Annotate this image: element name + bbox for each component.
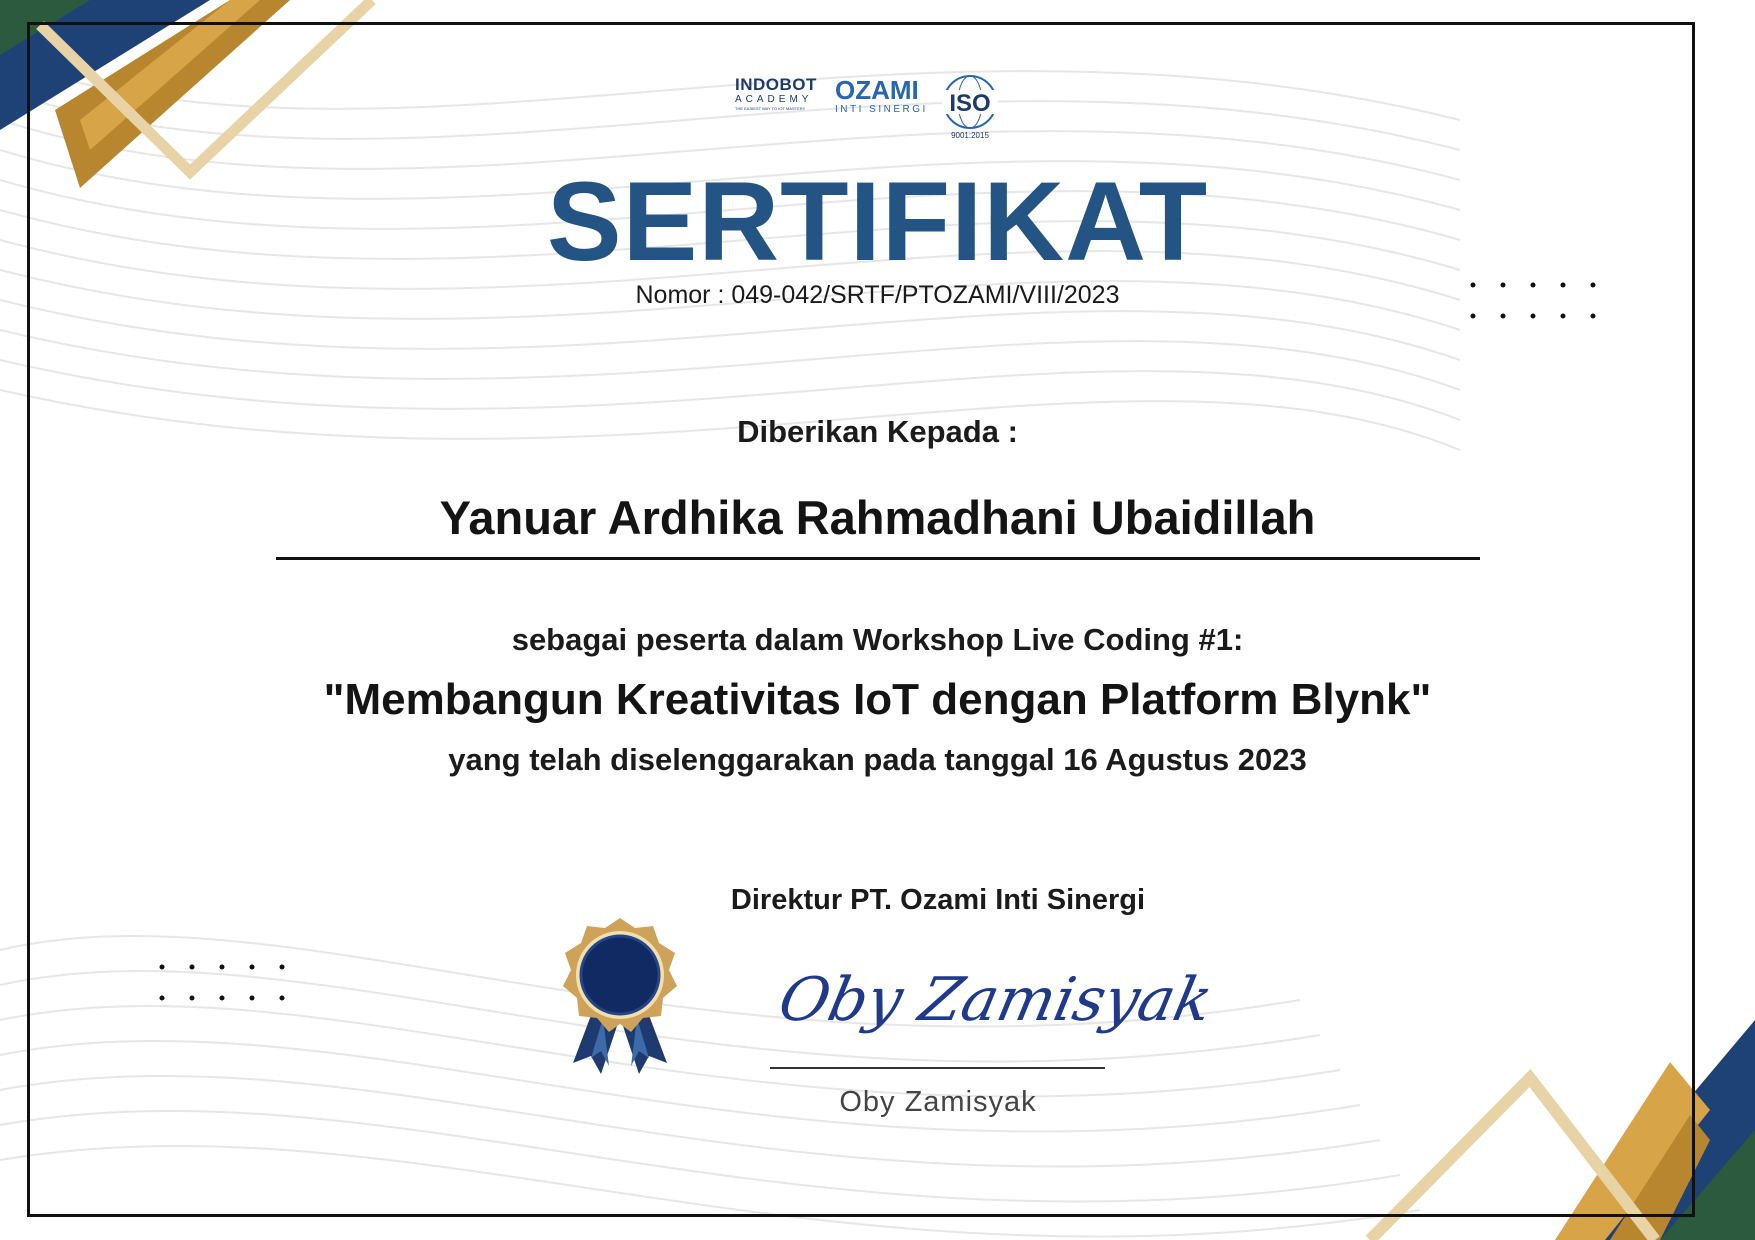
certificate-number: Nomor : 049-042/SRTF/PTOZAMI/VIII/2023	[635, 281, 1120, 309]
signatory-name: Oby Zamisyak	[839, 1086, 1037, 1118]
certificate-title: SERTIFIKAT	[546, 159, 1209, 284]
iso-logo-number: 9001:2015	[951, 131, 989, 140]
dot-pattern-left	[157, 960, 287, 1005]
recipient-underline	[276, 557, 1480, 560]
handwritten-signature	[768, 940, 1219, 1050]
event-date-text: yang telah diselenggarakan pada tanggal 16 Agustus 2023	[448, 742, 1307, 777]
ozami-logo	[835, 76, 930, 126]
participation-text: sebagai peserta dalam Workshop Live Coding #1:	[511, 622, 1244, 657]
ozami-logo-subtitle: INTI SINERGI	[835, 104, 928, 115]
dot-pattern-right	[1468, 278, 1598, 323]
ozami-logo-title: OZAMI	[835, 75, 919, 105]
signature-script: Oby Zamisyak	[772, 965, 1219, 1035]
event-title: "Membangun Kreativitas IoT dengan Platform Blynk"	[323, 675, 1432, 724]
indobot-logo-tagline: THE EASIEST WAY TO IOT MASTERY	[735, 106, 806, 111]
award-seal-icon	[555, 918, 685, 1076]
logo-row	[735, 70, 1020, 140]
signatory-position: Direktur PT. Ozami Inti Sinergi	[730, 884, 1146, 916]
given-to-label: Diberikan Kepada :	[737, 414, 1018, 449]
recipient-name: Yanuar Ardhika Rahmadhani Ubaidillah	[439, 491, 1316, 544]
iso-certification-logo	[930, 70, 1010, 140]
indobot-logo-title: INDOBOT	[735, 75, 817, 94]
indobot-academy-logo	[735, 76, 830, 126]
iso-logo-mark: ISO	[949, 90, 991, 117]
signature-line	[770, 1067, 1105, 1069]
indobot-logo-subtitle: ACADEMY	[735, 94, 813, 105]
